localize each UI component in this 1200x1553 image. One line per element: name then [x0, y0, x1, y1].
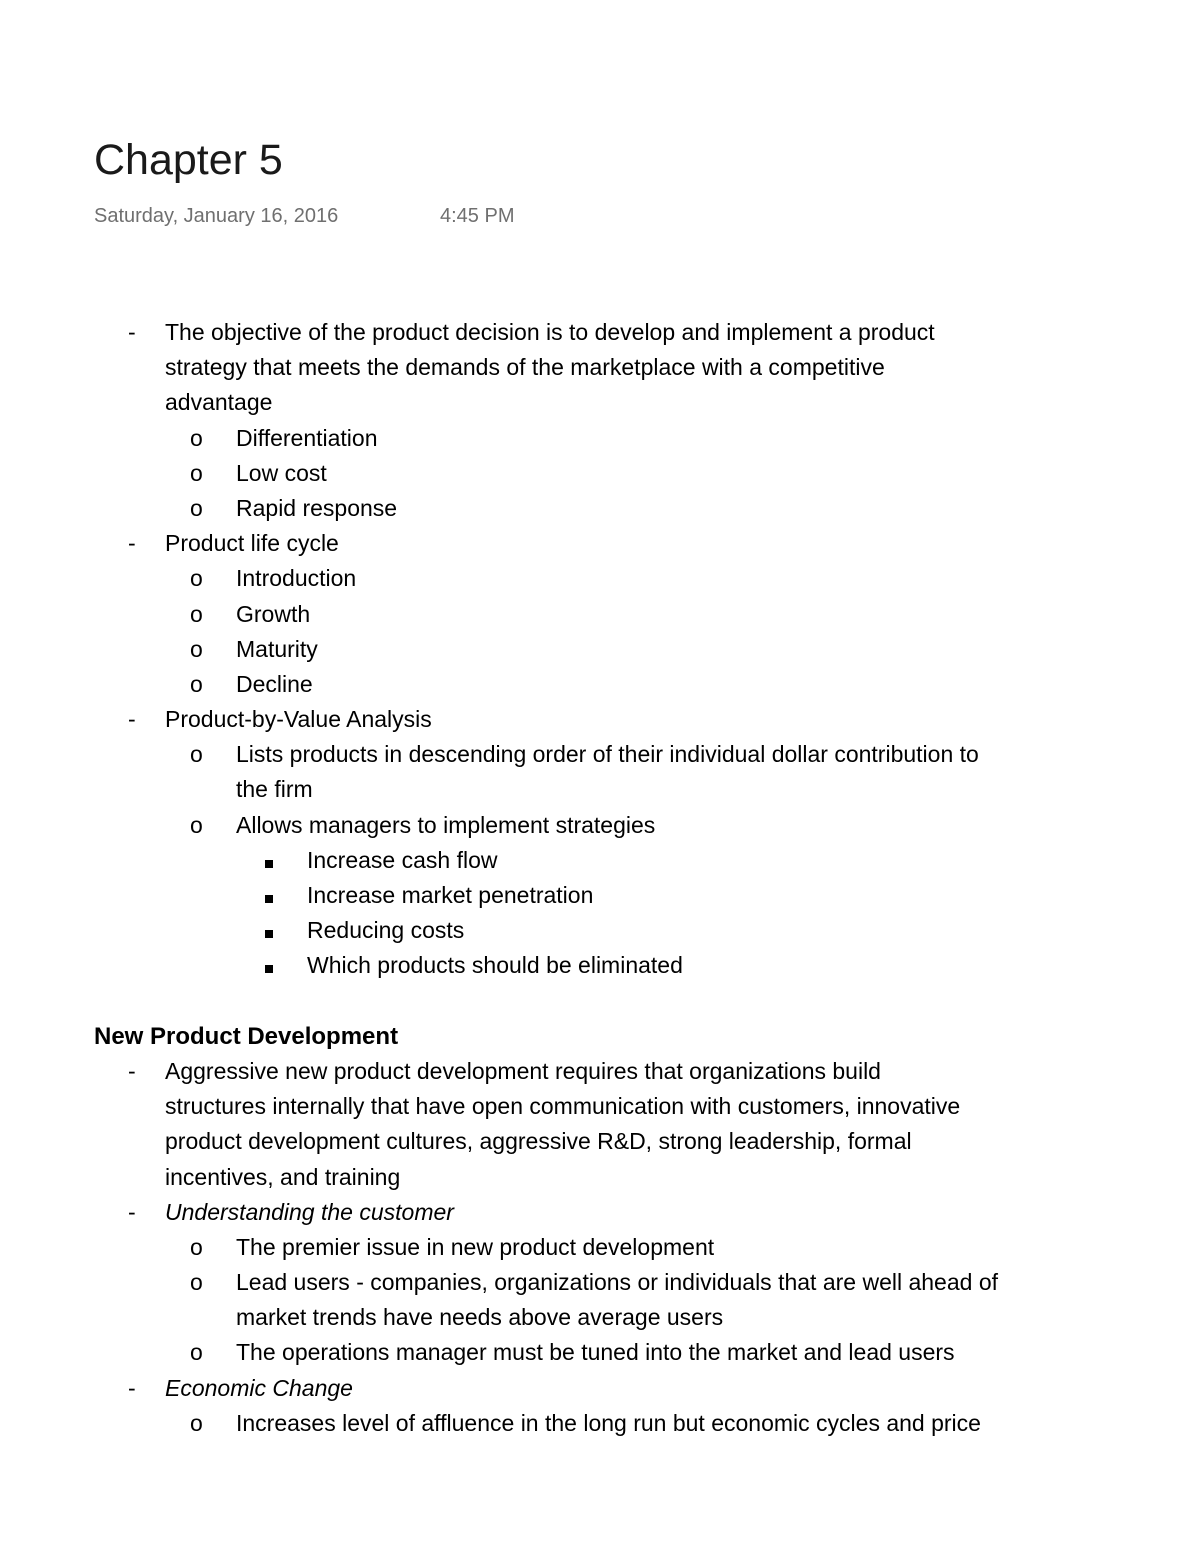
section-heading	[0, 1019, 1200, 1054]
circle-bullet: o	[190, 565, 203, 592]
list-item	[0, 1195, 1200, 1230]
sub-sub-list-item-text: Reducing costs	[307, 917, 465, 944]
sub-list-item-text: The premier issue in new product development	[236, 1233, 715, 1260]
circle-bullet: o	[190, 1233, 203, 1260]
sub-list-item-text: Decline	[236, 670, 313, 697]
sub-sub-list-item	[0, 913, 1200, 948]
sub-sub-list-item-text: Increase market penetration	[307, 882, 594, 908]
circle-bullet: o	[190, 811, 203, 838]
circle-bullet: o	[190, 424, 203, 451]
page-time: 4:45 PM	[440, 205, 515, 227]
sub-list-item-text: Lists products in descending order of their individual dollar contribution to	[236, 741, 979, 768]
sub-list-item-text: Growth	[236, 600, 311, 627]
square-bullet-icon	[265, 948, 273, 983]
dash-bullet: -	[128, 706, 136, 733]
circle-bullet: o	[190, 741, 203, 768]
list-item-text: advantage	[165, 389, 273, 416]
circle-bullet: o	[190, 1409, 203, 1436]
square-bullet-icon	[265, 878, 273, 913]
square-bullet-icon	[265, 913, 273, 948]
dash-bullet: -	[128, 1374, 136, 1401]
list-item	[0, 526, 1200, 561]
sub-list-item-text: market trends have needs above average users	[236, 1304, 724, 1331]
list-item-text: Understanding the customer	[165, 1198, 454, 1225]
list-item-text: product development cultures, aggressive R&D, strong leadership, formal	[165, 1128, 912, 1155]
sub-list-item	[0, 1230, 1200, 1265]
list-item-text: strategy that meets the demands of the marketplace with a competitive	[165, 354, 885, 381]
list-item-continuation	[0, 1124, 1200, 1159]
sub-list-item-text: Differentiation	[236, 424, 378, 451]
sub-list-item	[0, 632, 1200, 667]
sub-list-item	[0, 667, 1200, 702]
circle-bullet: o	[190, 635, 203, 662]
list-item-continuation	[0, 385, 1200, 420]
sub-list-item-text: Rapid response	[236, 494, 398, 521]
list-item	[0, 1054, 1200, 1089]
sub-sub-list-item-text: Increase cash flow	[307, 846, 498, 873]
circle-bullet: o	[190, 670, 203, 697]
sub-list-item	[0, 737, 1200, 772]
sub-sub-list-item	[0, 843, 1200, 878]
sub-list-item	[0, 1335, 1200, 1370]
dash-bullet: -	[128, 1057, 136, 1084]
sub-list-item	[0, 1406, 1200, 1437]
list-item-continuation	[0, 350, 1200, 385]
list-item-continuation	[0, 1089, 1200, 1124]
sub-list-item	[0, 421, 1200, 456]
sub-list-item-text: Introduction	[236, 565, 357, 592]
list-item-text: Aggressive new product development requires that organizations build	[165, 1057, 881, 1084]
sub-list-item	[0, 597, 1200, 632]
circle-bullet: o	[190, 494, 203, 521]
square-bullet-icon	[265, 843, 273, 878]
sub-list-item	[0, 561, 1200, 596]
list-item-text: Economic Change	[165, 1374, 353, 1401]
sub-list-item-text: Maturity	[236, 635, 318, 662]
list-item	[0, 702, 1200, 737]
circle-bullet: o	[190, 600, 203, 627]
section-heading-text: New Product Development	[94, 1022, 399, 1050]
list-item-continuation	[0, 1160, 1200, 1195]
sub-list-item-text: The operations manager must be tuned into the market and lead users	[236, 1339, 955, 1366]
list-item-text: The objective of the product decision is to develop and implement a product	[165, 319, 935, 345]
note-body	[0, 300, 1200, 1437]
dash-bullet: -	[128, 319, 136, 345]
sub-list-item	[0, 1265, 1200, 1300]
sub-list-item	[0, 491, 1200, 526]
sub-sub-list-item	[0, 948, 1200, 983]
sub-list-item	[0, 808, 1200, 843]
list-item-text: structures internally that have open communication with customers, innovative	[165, 1093, 961, 1120]
sub-sub-list-item	[0, 878, 1200, 913]
dash-bullet: -	[128, 1198, 136, 1225]
list-item-text: Product life cycle	[165, 530, 339, 557]
sub-list-item-text: Allows managers to implement strategies	[236, 811, 656, 838]
circle-bullet: o	[190, 1339, 203, 1366]
sub-list-item	[0, 456, 1200, 491]
sub-list-item-text: Increases level of affluence in the long run but economic cycles and price	[236, 1409, 981, 1436]
sub-list-item-continuation	[0, 772, 1200, 807]
list-item	[0, 1371, 1200, 1406]
circle-bullet: o	[190, 459, 203, 486]
sub-sub-list-item-text: Which products should be eliminated	[307, 952, 683, 979]
sub-list-item-text: Lead users - companies, organizations or individuals that are well ahead of	[236, 1269, 998, 1296]
list-item	[0, 315, 1200, 350]
page-date: Saturday, January 16, 2016	[94, 205, 339, 227]
sub-list-item-continuation	[0, 1300, 1200, 1335]
list-item-text: Product-by-Value Analysis	[165, 706, 432, 733]
page-title: Chapter 5	[94, 136, 283, 184]
note-content	[0, 315, 1200, 1437]
circle-bullet: o	[190, 1269, 203, 1296]
dash-bullet: -	[128, 530, 136, 557]
sub-list-item-text: the firm	[236, 776, 313, 803]
sub-list-item-text: Low cost	[236, 459, 327, 486]
list-item-text: incentives, and training	[165, 1163, 401, 1190]
